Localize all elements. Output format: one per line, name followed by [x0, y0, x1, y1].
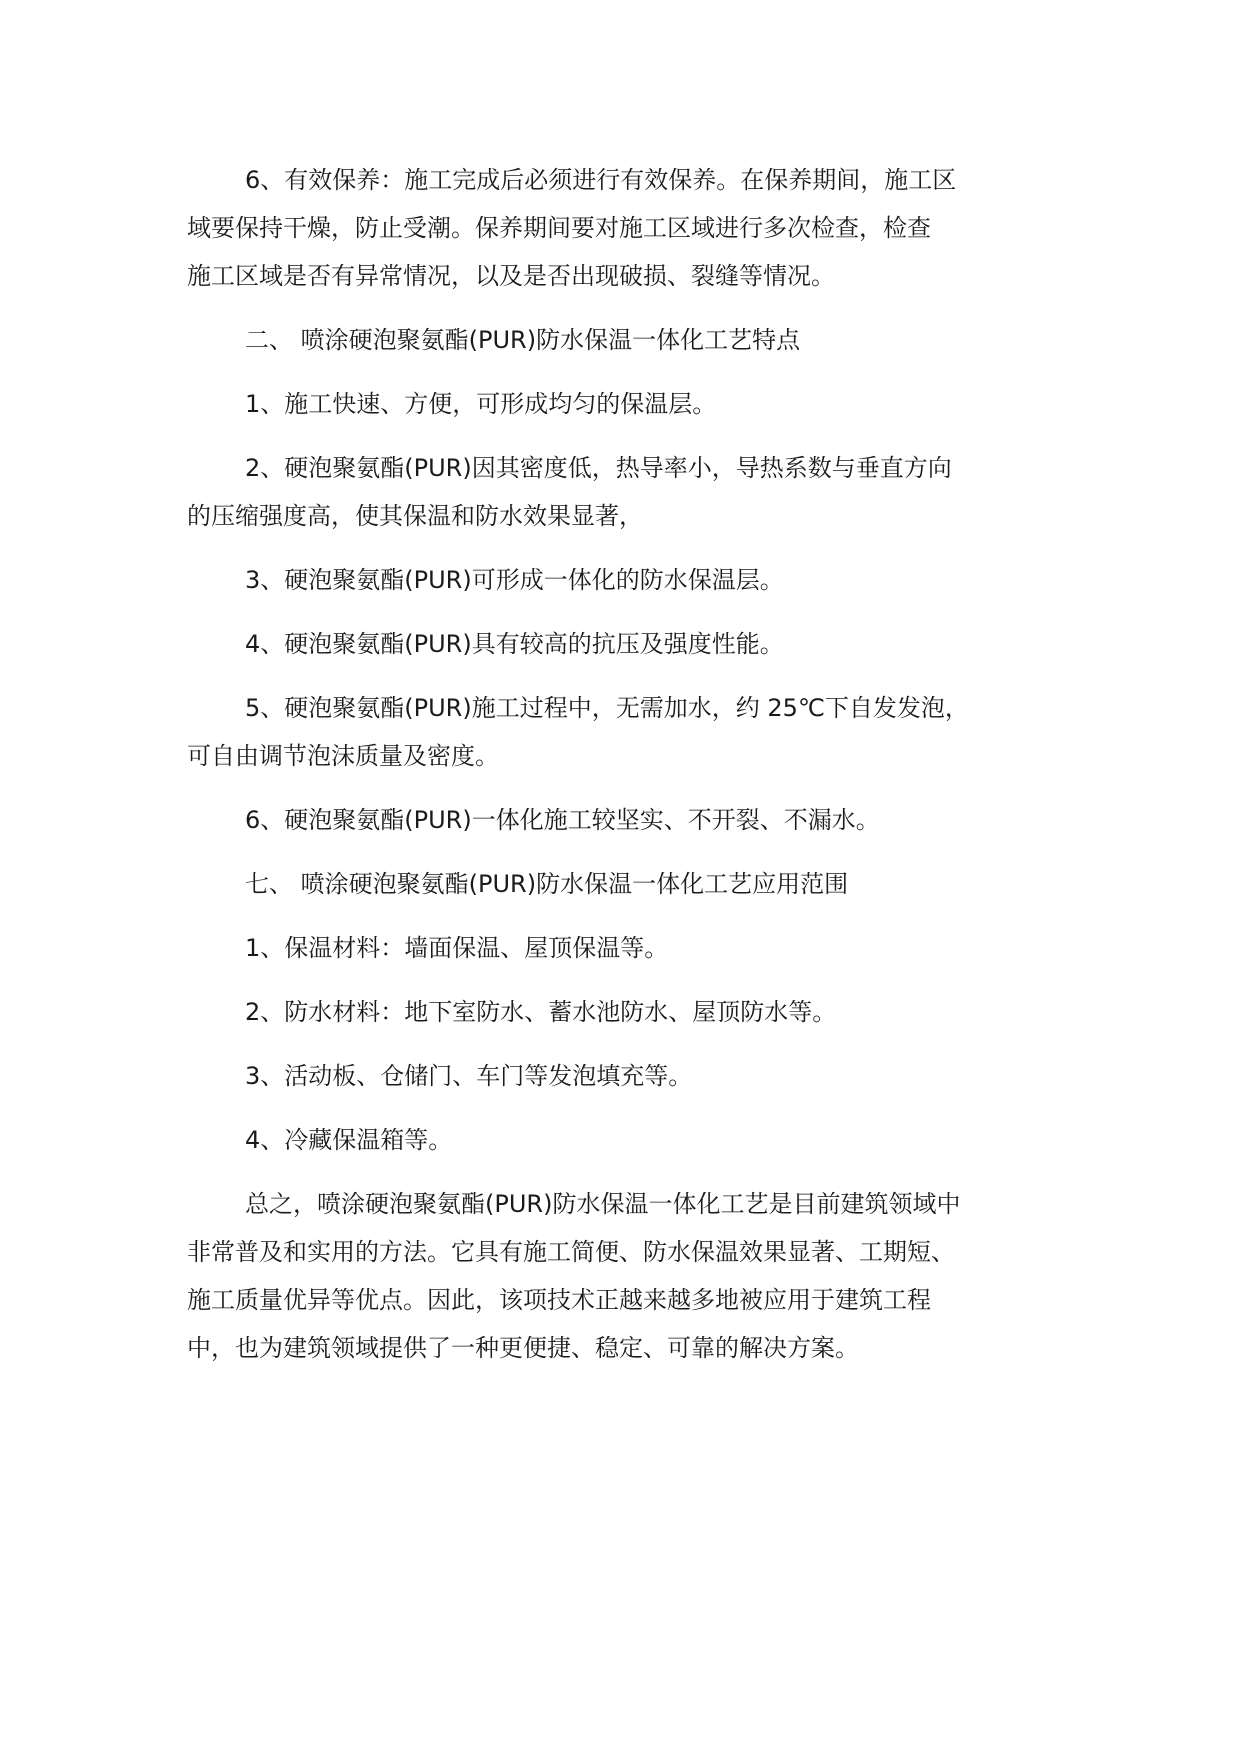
paragraph-line: 可自由调节泡沫质量及密度。 [187, 742, 499, 770]
paragraph-line: 2、防水材料：地下室防水、蓄水池防水、屋顶防水等。 [245, 998, 837, 1026]
paragraph-line: 5、硬泡聚氨酯(PUR)施工过程中，无需加水，约 25℃下自发发泡， [245, 694, 969, 722]
paragraph [187, 316, 1067, 364]
paragraph-line: 施工质量优异等优点。因此，该项技术正越来越多地被应用于建筑工程 [187, 1286, 931, 1314]
paragraph [187, 860, 1067, 908]
paragraph [187, 988, 1067, 1036]
paragraph [187, 380, 1067, 428]
paragraph-line: 的压缩强度高，使其保温和防水效果显著， [187, 502, 643, 530]
paragraph-line: 3、活动板、仓储门、车门等发泡填充等。 [245, 1062, 693, 1090]
paragraph-line: 非常普及和实用的方法。它具有施工简便、防水保温效果显著、工期短、 [187, 1238, 955, 1266]
paragraph-line: 中，也为建筑领域提供了一种更便捷、稳定、可靠的解决方案。 [187, 1334, 859, 1362]
paragraph-line: 3、硬泡聚氨酯(PUR)可形成一体化的防水保温层。 [245, 566, 784, 594]
paragraph-line: 4、硬泡聚氨酯(PUR)具有较高的抗压及强度性能。 [245, 630, 784, 658]
paragraph [187, 1116, 1067, 1164]
paragraph [187, 924, 1067, 972]
paragraph-line: 1、保温材料：墙面保温、屋顶保温等。 [245, 934, 669, 962]
paragraph [187, 684, 1067, 780]
paragraph [187, 796, 1067, 844]
paragraph [187, 620, 1067, 668]
paragraph-line: 1、施工快速、方便，可形成均匀的保温层。 [245, 390, 717, 418]
paragraph-line: 二、 喷涂硬泡聚氨酯(PUR)防水保温一体化工艺特点 [245, 326, 801, 354]
paragraph [187, 556, 1067, 604]
paragraph-line: 6、硬泡聚氨酯(PUR)一体化施工较坚实、不开裂、不漏水。 [245, 806, 880, 834]
paragraph-line: 总之，喷涂硬泡聚氨酯(PUR)防水保温一体化工艺是目前建筑领域中 [245, 1190, 961, 1218]
paragraph-line: 七、 喷涂硬泡聚氨酯(PUR)防水保温一体化工艺应用范围 [245, 870, 849, 898]
paragraph-line: 域要保持干燥，防止受潮。保养期间要对施工区域进行多次检查，检查 [187, 214, 931, 242]
paragraph-line: 6、有效保养：施工完成后必须进行有效保养。在保养期间，施工区 [245, 166, 957, 194]
paragraph-line: 2、硬泡聚氨酯(PUR)因其密度低，热导率小，导热系数与垂直方向 [245, 454, 952, 482]
paragraph [187, 1052, 1067, 1100]
paragraph-line: 施工区域是否有异常情况，以及是否出现破损、裂缝等情况。 [187, 262, 835, 290]
document-body [187, 156, 1067, 1388]
paragraph-line: 4、冷藏保温箱等。 [245, 1126, 453, 1154]
paragraph [187, 156, 1067, 300]
paragraph [187, 1180, 1067, 1372]
paragraph [187, 444, 1067, 540]
